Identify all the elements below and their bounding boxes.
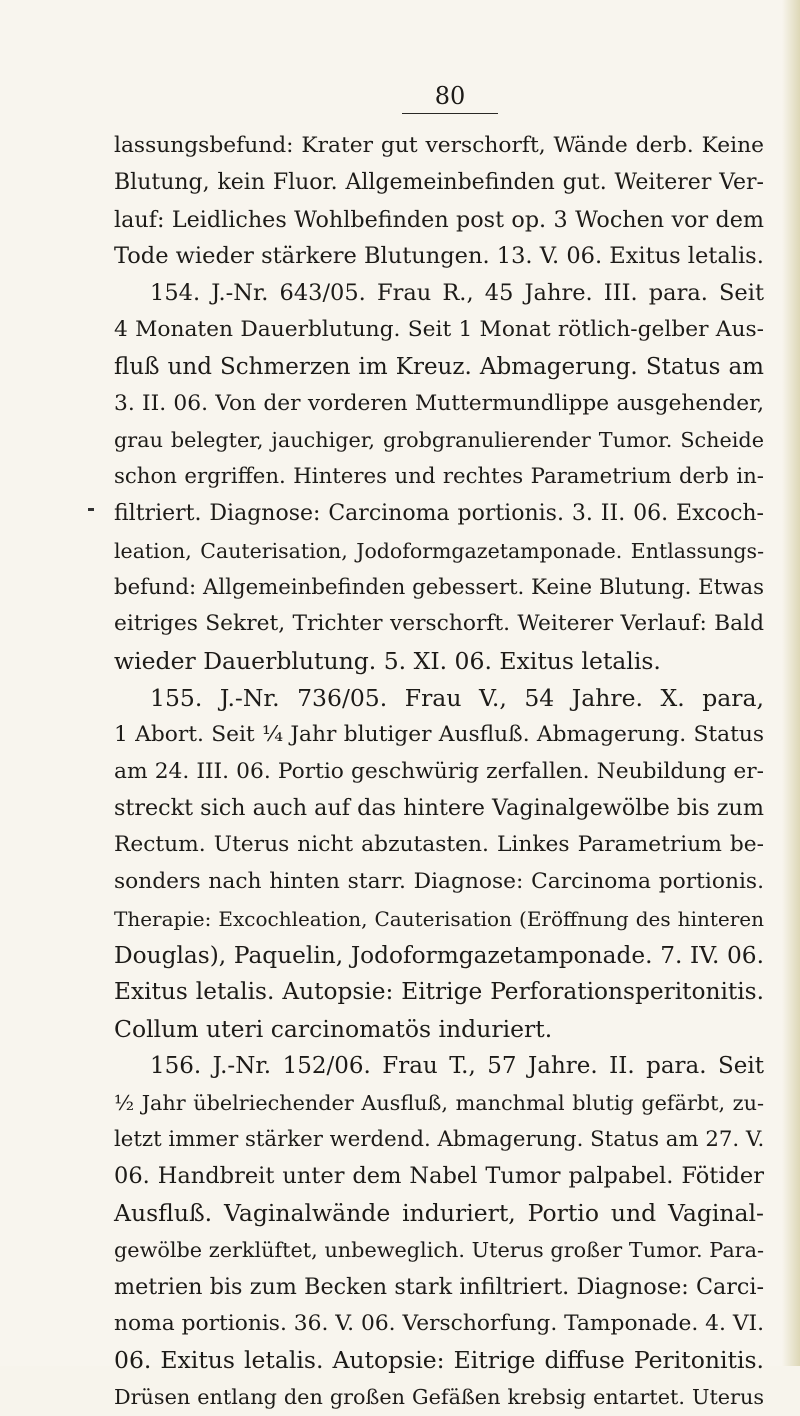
text-line: 06. Exitus letalis. Autopsie: Eitrige diffuse Peritonitis. — [114, 1346, 764, 1375]
text-line: sonders nach hinten starr. Diagnose: Carcinoma portionis. — [114, 868, 764, 894]
text-line: 1 Abort. Seit ¼ Jahr blutiger Ausfluß. Abmagerung. Status — [114, 721, 764, 747]
text-line: metrien bis zum Becken stark infiltriert. Diagnose: Carci- — [114, 1273, 764, 1300]
page-number-rule — [402, 113, 498, 114]
text-line: Douglas), Paquelin, Jodoformgazetamponade. 7. IV. 06. — [114, 941, 764, 969]
text-line: wieder Dauerblutung. 5. XI. 06. Exitus letalis. — [114, 647, 661, 676]
text-line: Rectum. Uterus nicht abzutasten. Linkes Parametrium be- — [114, 832, 764, 858]
text-line: ½ Jahr übelriechender Ausfluß, manchmal blutig gefärbt, zu- — [114, 1090, 764, 1115]
text-line: Blutung, kein Fluor. Allgemeinbefinden gut. Weiterer Ver- — [114, 169, 764, 195]
page-edge-shadow — [782, 0, 800, 1366]
text-line: gewölbe zerklüftet, unbeweglich. Uterus großer Tumor. Para- — [114, 1237, 764, 1262]
text-line: befund: Allgemeinbefinden gebessert. Keine Blutung. Etwas — [114, 574, 764, 600]
body-text — [114, 128, 764, 1416]
text-line: filtriert. Diagnose: Carcinoma portionis. 3. II. 06. Excoch- — [114, 500, 764, 526]
text-line: Drüsen entlang den großen Gefäßen krebsig entartet. Uterus — [114, 1385, 764, 1410]
text-line: Tode wieder stärkere Blutungen. 13. V. 06. Exitus letalis. — [114, 243, 764, 270]
text-line: 3. II. 06. Von der vorderen Muttermundlippe ausgehender, — [114, 390, 764, 416]
text-line: grau belegter, jauchiger, grobgranulierender Tumor. Scheide — [114, 428, 764, 453]
text-line: 156. J.-Nr. 152/06. Frau T., 57 Jahre. II. para. Seit — [150, 1052, 764, 1079]
text-line: 06. Handbreit unter dem Nabel Tumor palpabel. Fötider — [114, 1163, 764, 1190]
page-number: 80 — [434, 82, 466, 110]
text-line: Ausfluß. Vaginalwände induriert, Portio und Vaginal- — [114, 1199, 764, 1228]
text-line: lassungsbefund: Krater gut verschorft, Wände derb. Keine — [114, 133, 764, 158]
margin-mark — [88, 508, 94, 511]
text-line: letzt immer stärker werdend. Abmagerung. Status am 27. V. — [114, 1126, 765, 1152]
text-line: schon ergriffen. Hinteres und rechtes Parametrium derb in- — [114, 464, 764, 490]
text-line: 154. J.-Nr. 643/05. Frau R., 45 Jahre. III. para. Seit — [150, 280, 764, 307]
text-line: 4 Monaten Dauerblutung. Seit 1 Monat rötlich-gelber Aus- — [114, 316, 764, 342]
text-line: eitriges Sekret, Trichter verschorft. Weiterer Verlauf: Bald — [114, 611, 764, 637]
text-line: Exitus letalis. Autopsie: Eitrige Perforationsperitonitis. — [114, 978, 764, 1006]
text-line: streckt sich auch auf das hintere Vaginalgewölbe bis zum — [114, 795, 764, 822]
text-line: am 24. III. 06. Portio geschwürig zerfallen. Neubildung er- — [114, 758, 764, 784]
text-line: fluß und Schmerzen im Kreuz. Abmagerung. Status am — [114, 353, 764, 380]
text-line: noma portionis. 36. V. 06. Verschorfung. Tamponade. 4. VI. — [114, 1310, 765, 1336]
text-line: lauf: Leidliches Wohlbefinden post op. 3 Wochen vor dem — [114, 206, 764, 233]
text-line: 155. J.-Nr. 736/05. Frau V., 54 Jahre. X. para, — [150, 683, 764, 712]
text-line: leation, Cauterisation, Jodoformgazetamponade. Entlassungs- — [114, 538, 764, 563]
text-line: Collum uteri carcinomatös induriert. — [114, 1015, 553, 1044]
text-line: Therapie: Excochleation, Cauterisation (Eröffnung des hinteren — [114, 906, 764, 931]
